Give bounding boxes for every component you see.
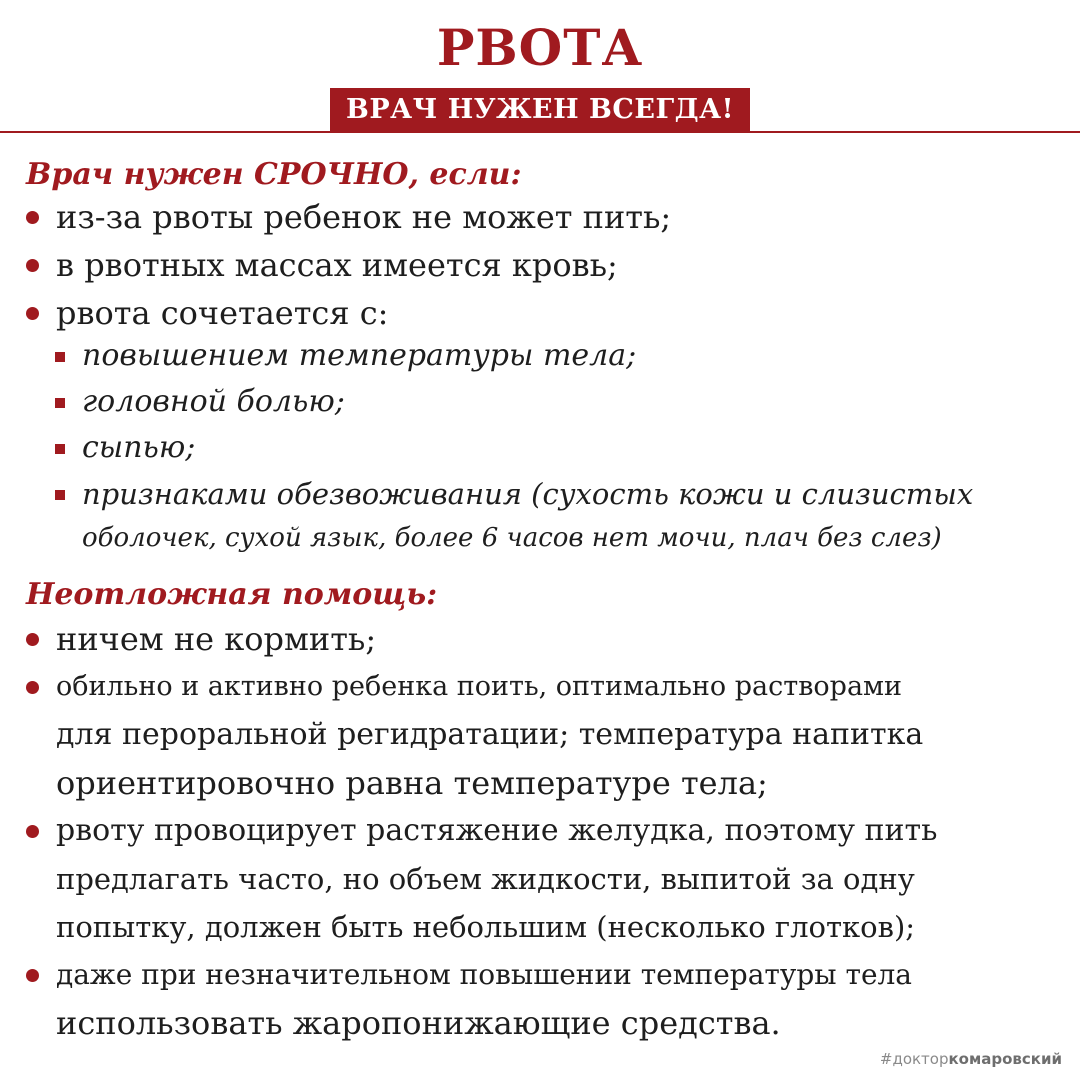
- help-line: ничем не кормить;: [56, 620, 377, 658]
- footer-hashtag: [880, 1050, 1062, 1068]
- square-bullet-icon: [55, 490, 65, 500]
- square-bullet-icon: [55, 398, 65, 408]
- urgent-subitem: головной болью;: [82, 384, 345, 419]
- urgent-item: из-за рвоты ребенок не может пить;: [56, 198, 672, 236]
- help-line: ориентировочно равна температуре тела;: [56, 764, 768, 802]
- bullet-icon: [26, 825, 39, 838]
- square-bullet-icon: [55, 352, 65, 362]
- square-bullet-icon: [55, 444, 65, 454]
- help-line: для пероральной регидратации; температура напитка: [56, 717, 924, 752]
- bullet-icon: [26, 633, 39, 646]
- bullet-icon: [26, 969, 39, 982]
- bullet-icon: [26, 259, 39, 272]
- footer-name: комаровский: [948, 1050, 1062, 1068]
- help-line: предлагать часто, но объем жидкости, выпитой за одну: [56, 862, 915, 896]
- urgent-subitem: повышением температуры тела;: [82, 338, 637, 373]
- urgent-subitem: признаками обезвоживания (сухость кожи и слизистых: [82, 477, 974, 511]
- help-line: использовать жаропонижающие средства.: [56, 1004, 781, 1042]
- help-line: рвоту провоцирует растяжение желудка, поэтому пить: [56, 813, 938, 848]
- urgent-heading: Врач нужен СРОЧНО, если:: [26, 157, 522, 192]
- bullet-icon: [26, 307, 39, 320]
- urgent-subitem: сыпью;: [82, 430, 196, 465]
- urgent-item: в рвотных массах имеется кровь;: [56, 246, 618, 284]
- urgent-item: рвота сочетается с:: [56, 294, 389, 332]
- help-line: обильно и активно ребенка поить, оптимально растворами: [56, 671, 903, 702]
- help-line: попытку, должен быть небольшим (несколько глотков);: [56, 910, 916, 944]
- help-heading: Неотложная помощь:: [26, 577, 438, 612]
- help-line: даже при незначительном повышении температуры тела: [56, 958, 912, 991]
- footer-prefix: #доктор: [879, 1050, 949, 1068]
- bullet-icon: [26, 681, 39, 694]
- urgent-subitem-continued: оболочек, сухой язык, более 6 часов нет мочи, плач без слез): [82, 523, 942, 553]
- page-title: РВОТА: [436, 18, 644, 77]
- banner-label: ВРАЧ НУЖЕН ВСЕГДА!: [330, 88, 750, 132]
- bullet-icon: [26, 211, 39, 224]
